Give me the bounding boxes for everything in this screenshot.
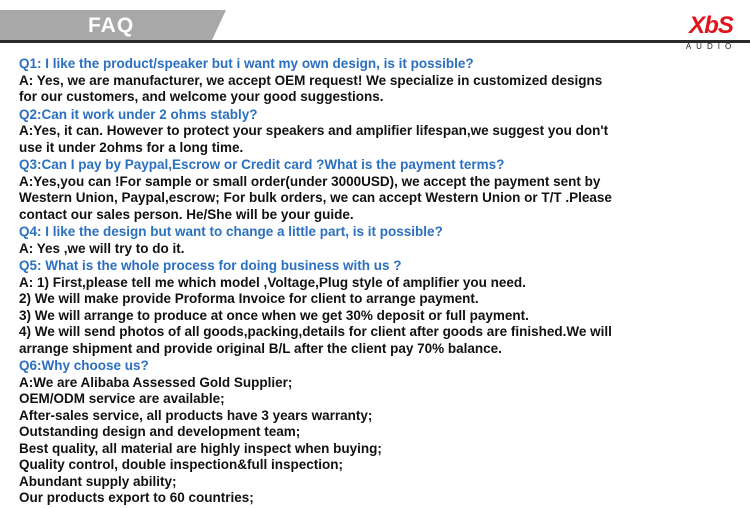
faq-answer [19,174,744,224]
page-header [0,0,750,56]
faq-answer [19,275,744,358]
answer-line: A:Yes, it can. However to protect your speakers and amplifier lifespan,we suggest you don't [19,123,609,138]
answer-line: A: Yes, we are manufacturer, we accept OEM request! We specialize in customized designs [19,72,603,88]
answer-line: Our products export to 60 countries; [19,490,254,505]
faq-question: Q6:Why choose us? [19,358,149,373]
answer-line: A: 1) First,please tell me which model ,Voltage,Plug style of amplifier you need. [19,274,526,290]
answer-line: arrange shipment and provide original B/L after the client pay 70% balance. [19,340,502,356]
answer-line: 3) We will arrange to produce at once when we get 30% deposit or full payment. [19,307,529,323]
answer-line: Best quality, all material are highly inspect when buying; [19,440,382,456]
answer-line: After-sales service, all products have 3 years warranty; [19,407,373,423]
answer-line: 4) We will send photos of all goods,packing,details for client after goods are finished.We will [19,324,612,339]
faq-answer [19,73,744,106]
answer-line: Western Union, Paypal,escrow; For bulk orders, we can accept Western Union or T/T .Please [19,190,612,205]
answer-line: Quality control, double inspection&full inspection; [19,457,344,472]
answer-line: Abundant supply ability; [19,473,177,489]
logo-mark: XbS [689,12,733,39]
faq-answer [19,241,744,258]
answer-line: for our customers, and welcome your good suggestions. [19,89,384,104]
brand-logo [680,12,742,52]
faq-item [19,157,744,223]
faq-question: Q4: I like the design but want to change a little part, is it possible? [19,224,443,239]
answer-line: 2) We will make provide Proforma Invoice for client to arrange payment. [19,291,479,306]
faq-question: Q5: What is the whole process for doing business with us ? [19,258,402,273]
answer-line: contact our sales person. He/She will be your guide. [19,206,354,222]
header-divider [0,40,750,43]
faq-list [19,56,744,508]
faq-item [19,358,744,507]
answer-line: A:We are Alibaba Assessed Gold Supplier; [19,374,293,390]
answer-line: A:Yes,you can !For sample or small order(under 3000USD), we accept the payment sent by [19,173,601,189]
answer-line: A: Yes ,we will try to do it. [19,240,185,256]
faq-item [19,224,744,257]
faq-title: FAQ [88,14,135,37]
faq-question: Q3:Can I pay by Paypal,Escrow or Credit card ?What is the payment terms? [19,157,505,172]
faq-item [19,107,744,157]
faq-answer [19,123,744,156]
faq-question: Q2:Can it work under 2 ohms stably? [19,106,258,122]
faq-item [19,56,744,106]
answer-line: use it under 2ohms for a long time. [19,139,244,155]
faq-item [19,258,744,357]
faq-answer [19,375,744,507]
answer-line: Outstanding design and development team; [19,424,301,439]
answer-line: OEM/ODM service are available; [19,391,225,406]
logo-subtitle: AUDIO [685,42,737,51]
faq-question: Q1: I like the product/speaker but i want my own design, is it possible? [19,56,474,71]
